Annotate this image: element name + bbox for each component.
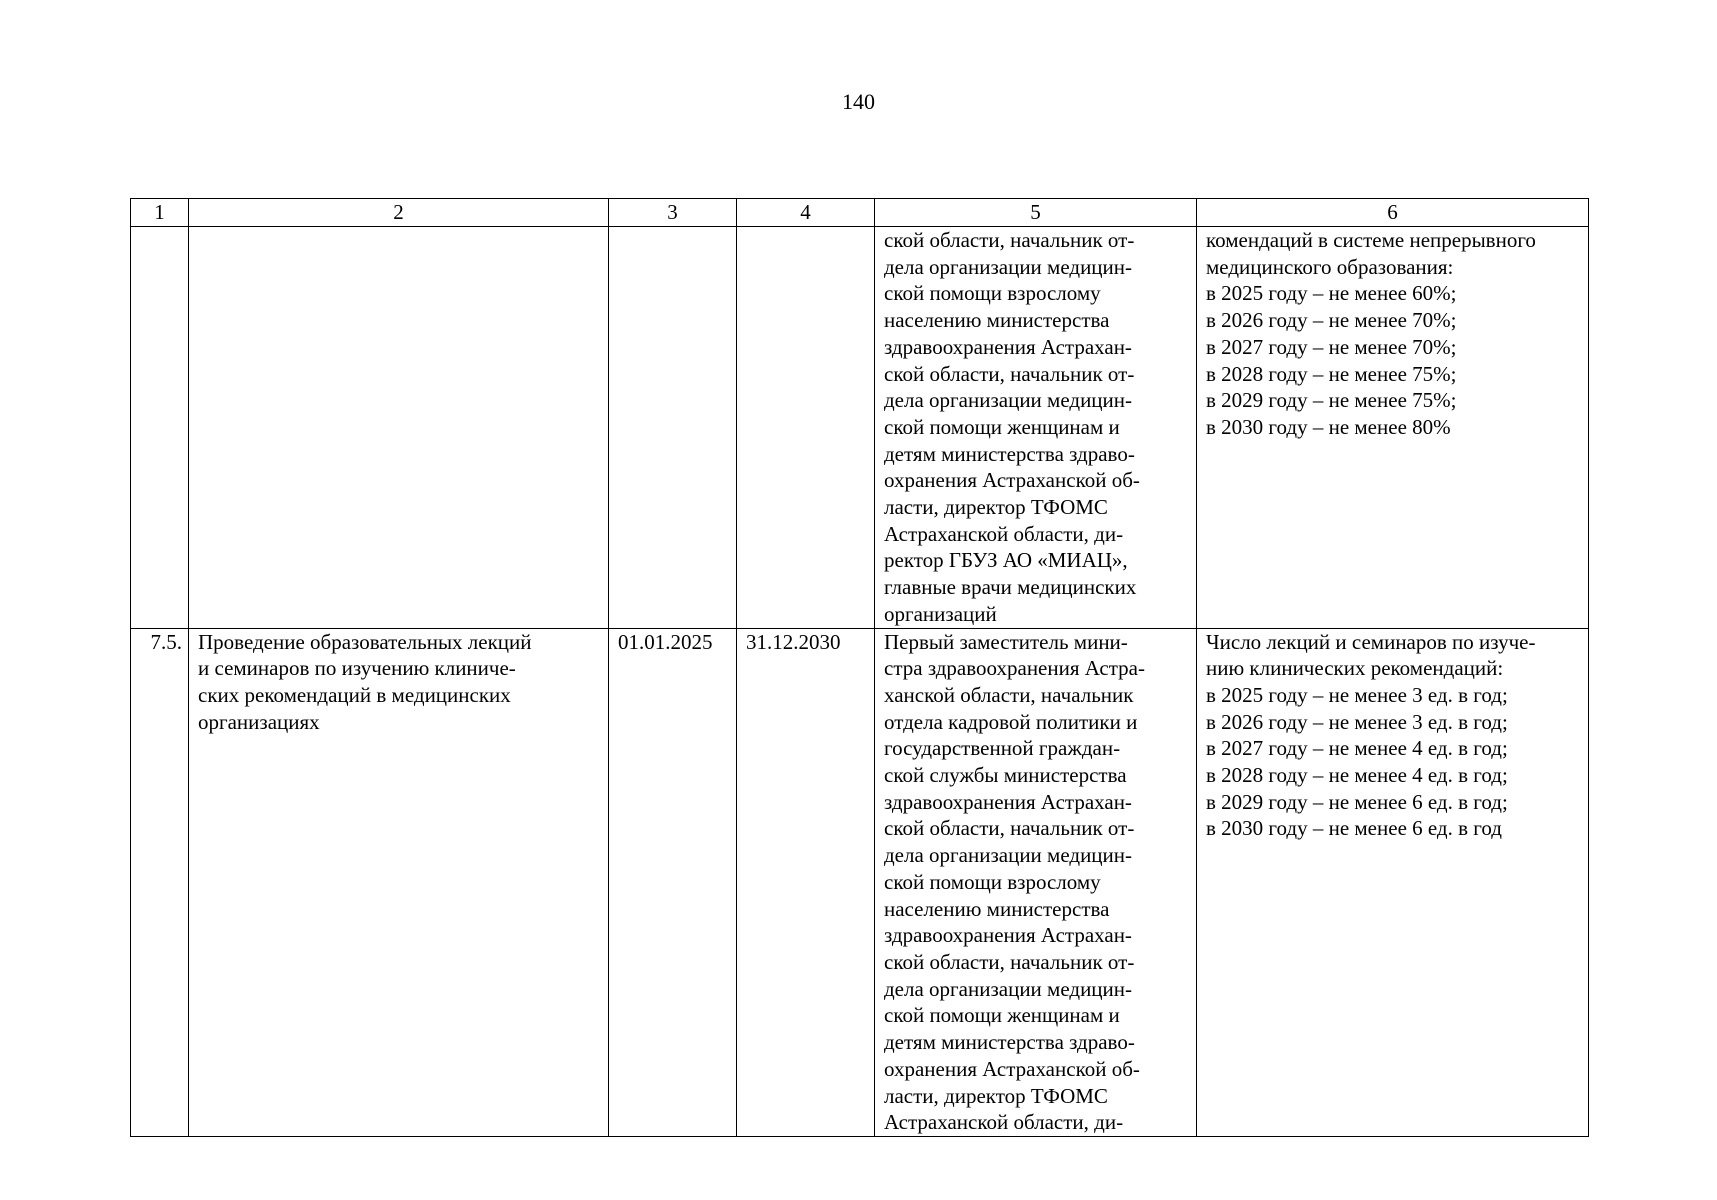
indicator-cell	[1197, 628, 1589, 1136]
text-line: комендаций в системе непрерывного	[1206, 228, 1536, 252]
row-number-cell	[131, 227, 189, 629]
text-line: в 2027 году – не менее 4 ед. в год;	[1206, 736, 1508, 761]
measures-table	[130, 198, 1589, 1137]
column-number-row	[131, 199, 1589, 227]
text-line: нию клинических рекомендаций:	[1206, 656, 1504, 681]
text-line: ханской области, начальник	[884, 682, 1134, 707]
column-number: 6	[1197, 199, 1589, 227]
text-line: дела организации медицин-	[884, 388, 1133, 413]
text-line: главные врачи медицинских	[884, 575, 1137, 600]
text-line: Астраханской области, ди-	[884, 521, 1124, 546]
text-line: в 2027 году – не менее 70%;	[1206, 334, 1457, 359]
text-line: ректор ГБУЗ АО «МИАЦ»,	[884, 548, 1128, 573]
column-number: 1	[131, 199, 189, 227]
start-date-cell	[609, 227, 737, 629]
text-line: населению министерства	[884, 308, 1110, 333]
text-line: здравоохранения Астрахан-	[884, 923, 1132, 948]
text-line: дела организации медицин-	[884, 254, 1133, 279]
text-line: детям министерства здраво-	[884, 1030, 1135, 1055]
end-date-cell	[737, 227, 875, 629]
text-line: охранения Астраханской об-	[884, 1056, 1140, 1081]
text-line: Первый заместитель мини-	[884, 629, 1128, 654]
table-row-continuation	[131, 227, 1589, 629]
text-line: Астраханской области, ди-	[884, 1110, 1124, 1135]
column-number: 3	[609, 199, 737, 227]
text-line: Проведение образовательных лекций	[198, 629, 532, 654]
text-line: ской помощи взрослому	[884, 869, 1101, 894]
responsible-cell	[875, 628, 1197, 1136]
column-number: 2	[189, 199, 609, 227]
text-line: детям министерства здраво-	[884, 441, 1135, 466]
text-line: ласти, директор ТФОМС	[884, 495, 1108, 520]
text-line: ской области, начальник от-	[884, 361, 1135, 386]
text-line: дела организации медицин-	[884, 843, 1133, 868]
column-number: 5	[875, 199, 1197, 227]
text-line: ской области, начальник от-	[884, 228, 1135, 252]
row-number-cell: 7.5.	[131, 628, 189, 1136]
text-line: в 2025 году – не менее 60%;	[1206, 281, 1457, 306]
text-line: в 2026 году – не менее 70%;	[1206, 308, 1457, 333]
text-line: в 2030 году – не менее 80%	[1206, 414, 1451, 439]
text-line: государственной граждан-	[884, 736, 1121, 761]
text-line: в 2030 году – не менее 6 ед. в год	[1206, 816, 1502, 841]
text-line: населению министерства	[884, 896, 1110, 921]
responsible-cell	[875, 227, 1197, 629]
text-line: в 2029 году – не менее 75%;	[1206, 388, 1457, 413]
table-row	[131, 628, 1589, 1136]
text-line: в 2025 году – не менее 3 ед. в год;	[1206, 682, 1508, 707]
text-line: дела организации медицин-	[884, 976, 1133, 1001]
text-line: ласти, директор ТФОМС	[884, 1083, 1108, 1108]
page-number: 140	[842, 89, 875, 114]
text-line: в 2029 году – не менее 6 ед. в год;	[1206, 789, 1508, 814]
text-line: Число лекций и семинаров по изуче-	[1206, 629, 1536, 654]
measure-name-cell	[189, 628, 609, 1136]
text-line: ской помощи взрослому	[884, 281, 1101, 306]
text-line: организаций	[884, 601, 997, 626]
text-line: ской области, начальник от-	[884, 949, 1135, 974]
text-line: организациях	[198, 709, 320, 734]
indicator-cell	[1197, 227, 1589, 629]
text-line: ских рекомендаций в медицинских	[198, 682, 511, 707]
text-line: в 2028 году – не менее 75%;	[1206, 361, 1457, 386]
text-line: ской области, начальник от-	[884, 816, 1135, 841]
start-date-cell: 01.01.2025	[609, 628, 737, 1136]
measure-name-cell	[189, 227, 609, 629]
text-line: и семинаров по изучению клиниче-	[198, 656, 516, 681]
text-line: в 2028 году – не менее 4 ед. в год;	[1206, 763, 1508, 788]
text-line: ской службы министерства	[884, 763, 1127, 788]
column-number: 4	[737, 199, 875, 227]
end-date-cell: 31.12.2030	[737, 628, 875, 1136]
text-line: здравоохранения Астрахан-	[884, 789, 1132, 814]
text-line: стра здравоохранения Астра-	[884, 656, 1145, 681]
text-line: в 2026 году – не менее 3 ед. в год;	[1206, 709, 1508, 734]
text-line: медицинского образования:	[1206, 254, 1454, 279]
text-line: охранения Астраханской об-	[884, 468, 1140, 493]
text-line: ской помощи женщинам и	[884, 1003, 1120, 1028]
text-line: здравоохранения Астрахан-	[884, 334, 1132, 359]
text-line: ской помощи женщинам и	[884, 414, 1120, 439]
text-line: отдела кадровой политики и	[884, 709, 1138, 734]
